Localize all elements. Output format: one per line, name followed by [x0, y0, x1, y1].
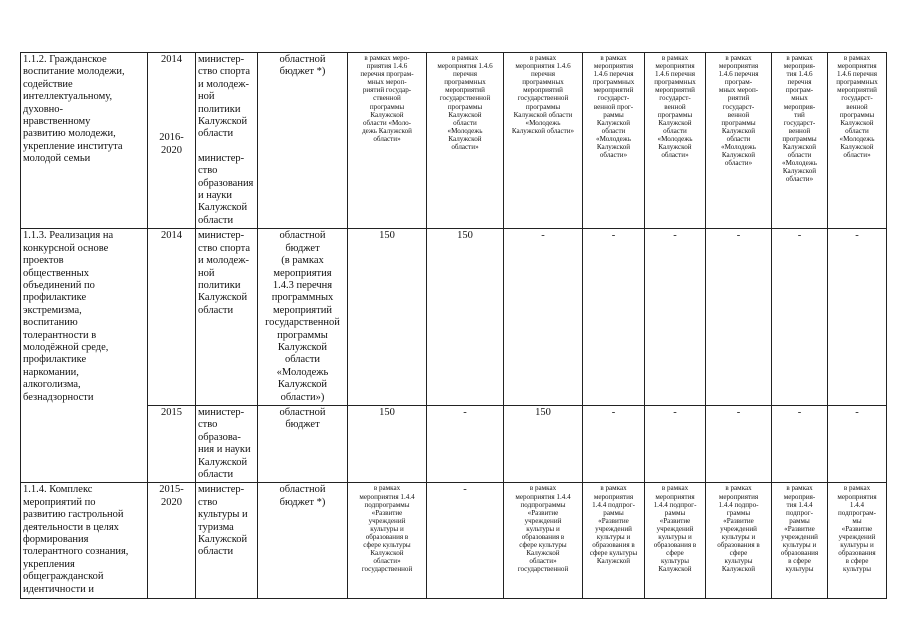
table-row	[21, 483, 887, 599]
value-cell: в рамках мероприя- тия 1.4.6 перечня програм- мных мероприя- тий государст- венной программы Калужской области «Молодежь Калужской области»	[772, 53, 828, 229]
value-cell: в рамках мероприятия 1.4.4 подпрограммы «Развитие учреждений культуры и образования в сфере культуры Калужской области» государственной	[348, 483, 427, 599]
activity-name-cell: 1.1.2. Гражданское воспитание молодежи, содействие интеллектуальному, духовно- нравственному развитию молодежи, укрепление института молодой семьи	[21, 53, 148, 229]
value-cell: в рамках мероприятия 1.4.6 перечня программных мероприятий государст- венной программы Калужской области «Молодежь Калужской области»	[645, 53, 706, 229]
executor-cell	[196, 53, 258, 229]
value-cell: 150	[427, 229, 504, 406]
table-row	[21, 53, 887, 229]
activity-name-cell: 1.1.3. Реализация на конкурсной основе проектов общественных объединений по профилактике экстремизма, воспитанию толерантности в молодёжной среде, профилактике наркомании, алкоголизма, безнадзорности	[21, 229, 148, 483]
value-cell: в рамках мероприятия 1.4.4 подпро- граммы «Развитие учреждений культуры и образования в сфере культуры Калужской	[706, 483, 772, 599]
value-cell: -	[645, 229, 706, 406]
funding-source-cell: областной бюджет	[258, 405, 348, 482]
year-cell: 2014	[148, 229, 196, 406]
table-row	[21, 229, 887, 406]
value-cell: -	[828, 229, 887, 406]
year-cell	[148, 53, 196, 229]
table-row	[21, 405, 887, 482]
value-cell: -	[427, 405, 504, 482]
value-cell: в рамках мероприятия 1.4.4 подпрог- раммы «Развитие учреждений культуры и образования в сфере культуры Калужской	[645, 483, 706, 599]
program-activities-table	[20, 52, 887, 599]
year-label: 2014	[161, 54, 182, 65]
value-cell: -	[772, 229, 828, 406]
value-cell: -	[706, 229, 772, 406]
value-cell: -	[427, 483, 504, 599]
value-cell: 150	[504, 405, 583, 482]
value-cell: в рамках мероприятия 1.4.4 подпрограммы «Развитие учреждений культуры и образования в сфере культуры Калужской области» государственной	[504, 483, 583, 599]
value-cell: 150	[348, 229, 427, 406]
executor-label: министер- ство образования и науки Калужской области	[198, 152, 254, 226]
funding-source-cell: областной бюджет *)	[258, 53, 348, 229]
value-cell: -	[772, 405, 828, 482]
value-cell: в рамках мероприятия 1.4.6 перечня программных мероприятий государственной программы Калужской области «Молодежь Калужской области»	[427, 53, 504, 229]
year-label: 2016- 2020	[159, 132, 184, 156]
value-cell: в рамках мероприя- тия 1.4.4 подпрог- раммы «Развитие учреждений культуры и образования в сфере культуры	[772, 483, 828, 599]
executor-cell: министер- ство спорта и молодеж- ной политики Калужской области	[196, 229, 258, 406]
value-cell: -	[583, 229, 645, 406]
year-cell: 2015	[148, 405, 196, 482]
executor-cell: министер- ство культуры и туризма Калужской области	[196, 483, 258, 599]
value-cell: -	[828, 405, 887, 482]
value-cell: -	[504, 229, 583, 406]
value-cell: в рамках мероприятия 1.4.6 перечня программных мероприятий государст- венной прог- раммы Калужской области «Молодежь Калужской области»	[583, 53, 645, 229]
funding-source-cell: областной бюджет *)	[258, 483, 348, 599]
funding-source-cell: областной бюджет (в рамках мероприятия 1.4.3 перечня программных мероприятий государственной программы Калужской области «Молодежь Калужской области»)	[258, 229, 348, 406]
value-cell: в рамках мероприятия 1.4.6 перечня программных мероприятий государственной программы Калужской области «Молодежь Калужской области»	[504, 53, 583, 229]
executor-cell: министер- ство образова- ния и науки Калужской области	[196, 405, 258, 482]
value-cell: -	[645, 405, 706, 482]
value-cell: в рамках мероприятия 1.4.6 перечня программных мероприятий государст- венной программы Калужской области «Молодежь Калужской области»	[828, 53, 887, 229]
value-cell: в рамках мероприятия 1.4.4 подпрограм- мы «Развитие учреждений культуры и образования в сфере культуры	[828, 483, 887, 599]
executor-label: министер- ство спорта и молодеж- ной политики Калужской области	[198, 54, 251, 140]
value-cell: 150	[348, 405, 427, 482]
value-cell: -	[583, 405, 645, 482]
value-cell: в рамках меро- приятия 1.4.6 перечня програм- мных мероп- риятий государ- ственной программы Калужской области «Моло- дежь Калужской области»	[348, 53, 427, 229]
activity-name-cell: 1.1.4. Комплекс мероприятий по развитию гастрольной деятельности в целях формирования толерантного сознания, укрепления общегражданской идентичности и	[21, 483, 148, 599]
year-cell: 2015- 2020	[148, 483, 196, 599]
value-cell: в рамках мероприятия 1.4.4 подпрог- раммы «Развитие учреждений культуры и образования в сфере культуры Калужской	[583, 483, 645, 599]
value-cell: в рамках мероприятия 1.4.6 перечня програм- мных мероп- риятий государст- венной программы Калужской области «Молодежь Калужской области»	[706, 53, 772, 229]
value-cell: -	[706, 405, 772, 482]
